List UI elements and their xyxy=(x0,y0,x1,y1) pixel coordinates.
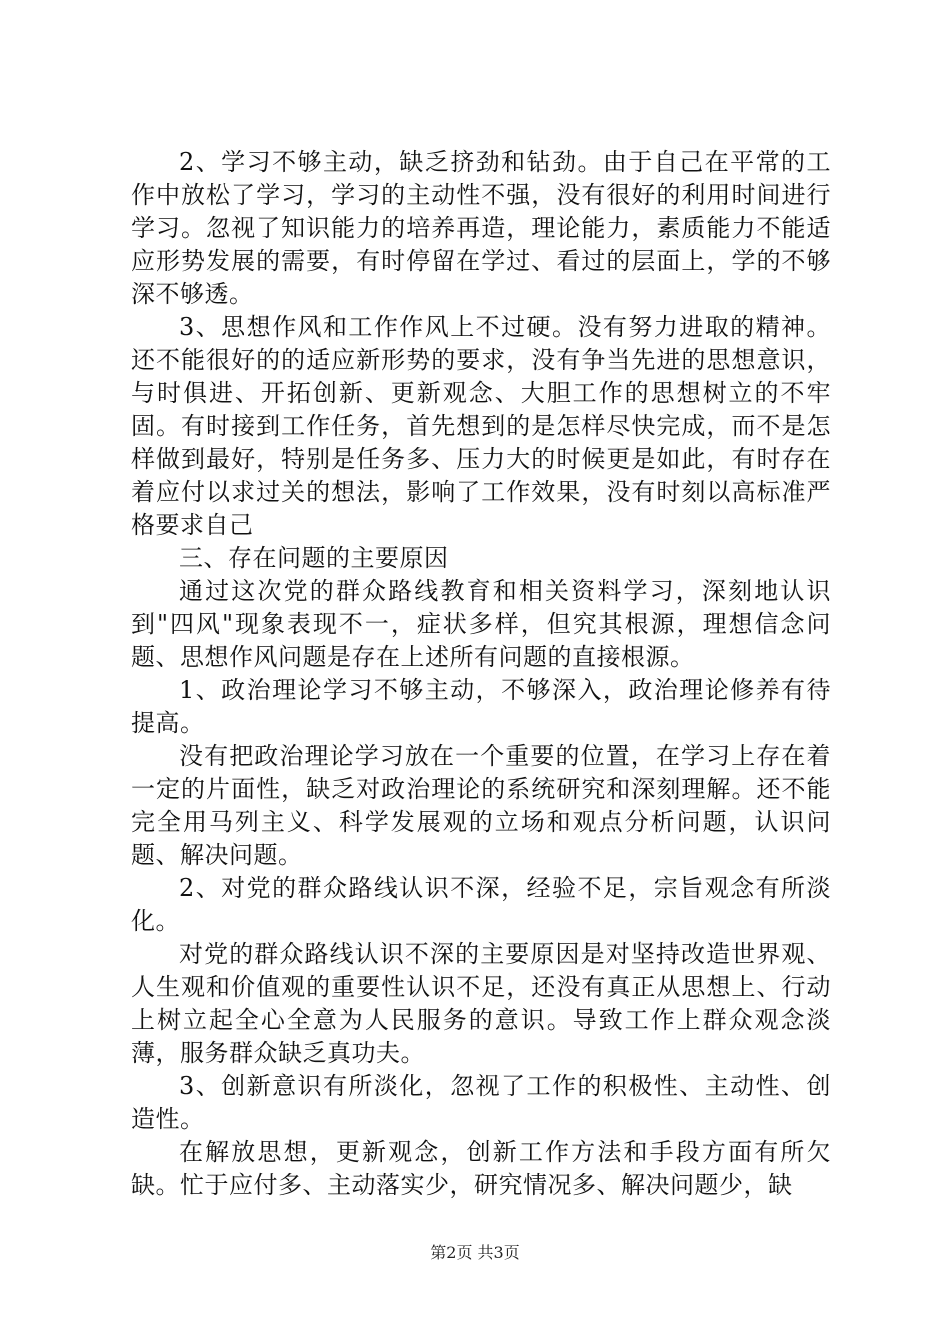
paragraph: 没有把政治理论学习放在一个重要的位置，在学习上存在着一定的片面性，缺乏对政治理论的系统研究和深刻理解。还不能完全用马列主义、科学发展观的立场和观点分析问题，认识问题、解决问题。 xyxy=(131,742,831,869)
page-number-footer: 第2页 共3页 xyxy=(430,1243,520,1262)
subheading: 2、对党的群众路线认识不深，经验不足，宗旨观念有所淡化。 xyxy=(131,874,831,935)
paragraph: 在解放思想，更新观念，创新工作方法和手段方面有所欠缺。忙于应付多、主动落实少，研究情况多、解决问题少，缺 xyxy=(131,1138,831,1199)
paragraph: 2、学习不够主动，缺乏挤劲和钻劲。由于自己在平常的工作中放松了学习，学习的主动性不强，没有很好的利用时间进行学习。忽视了知识能力的培养再造，理论能力，素质能力不能适应形势发展的需要，有时停留在学过、看过的层面上，学的不够深不够透。 xyxy=(131,148,831,308)
document-body xyxy=(131,146,831,1202)
section-heading: 三、存在问题的主要原因 xyxy=(179,544,449,572)
paragraph: 对党的群众路线认识不深的主要原因是对坚持改造世界观、人生观和价值观的重要性认识不足，还没有真正从思想上、行动上树立起全心全意为人民服务的意识。导致工作上群众观念淡薄，服务群众缺乏真功夫。 xyxy=(131,940,831,1067)
subheading: 1、政治理论学习不够主动，不够深入，政治理论修养有待提高。 xyxy=(131,676,831,737)
paragraph: 通过这次党的群众路线教育和相关资料学习，深刻地认识到"四风"现象表现不一，症状多样，但究其根源，理想信念问题、思想作风问题是存在上述所有问题的直接根源。 xyxy=(131,577,831,671)
subheading: 3、创新意识有所淡化，忽视了工作的积极性、主动性、创造性。 xyxy=(131,1072,831,1133)
paragraph: 3、思想作风和工作作风上不过硬。没有努力进取的精神。还不能很好的的适应新形势的要求，没有争当先进的思想意识，与时俱进、开拓创新、更新观念、大胆工作的思想树立的不牢固。有时接到工作任务，首先想到的是怎样尽快完成，而不是怎样做到最好，特别是任务多、压力大的时候更是如此，有时存在着应付以求过关的想法，影响了工作效果，没有时刻以高标准严格要求自己 xyxy=(131,313,831,539)
